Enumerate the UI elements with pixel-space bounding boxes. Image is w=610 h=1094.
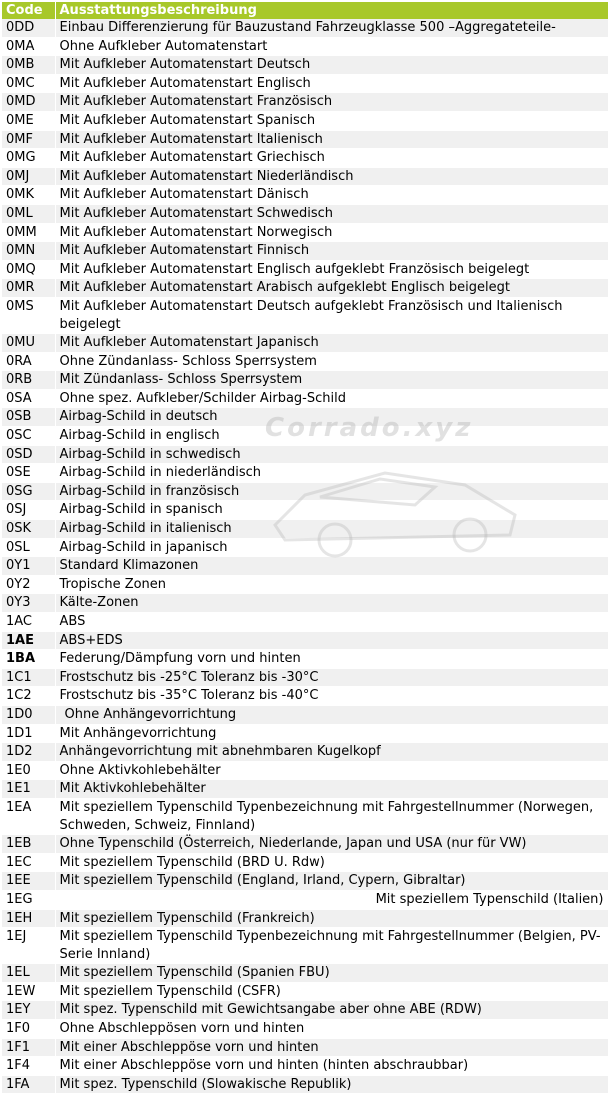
row-code: 0MJ	[2, 167, 55, 186]
row-code: 1F0	[2, 1020, 55, 1039]
row-description: Mit Aufkleber Automatenstart Englisch	[55, 74, 608, 93]
table-row	[2, 1020, 608, 1039]
table-row	[2, 408, 608, 427]
row-code: 0RB	[2, 371, 55, 390]
table-row	[2, 538, 608, 557]
row-description: Mit speziellem Typenschild (Spanien FBU)	[55, 964, 608, 983]
row-description: Mit Aufkleber Automatenstart Englisch aufgeklebt Französisch beigelegt	[55, 260, 608, 279]
row-description: Mit Aufkleber Automatenstart Arabisch aufgeklebt Englisch beigelegt	[55, 279, 608, 298]
row-code: 1AC	[2, 613, 55, 632]
table-row	[2, 111, 608, 130]
row-description: Airbag-Schild in schwedisch	[55, 445, 608, 464]
row-code: 0MN	[2, 242, 55, 261]
row-description: Kälte-Zonen	[55, 594, 608, 613]
table-row	[2, 761, 608, 780]
row-code: 1D2	[2, 743, 55, 762]
row-description: Mit Anhängevorrichtung	[55, 724, 608, 743]
table-row	[2, 149, 608, 168]
row-code: 0SL	[2, 538, 55, 557]
table-row	[2, 242, 608, 261]
row-description: Ohne Typenschild (Österreich, Niederlande, Japan und USA (nur für VW)	[55, 835, 608, 854]
row-description: Frostschutz bis -25°C Toleranz bis -30°C	[55, 668, 608, 687]
table-row	[2, 501, 608, 520]
row-code: 0MC	[2, 74, 55, 93]
row-code: 0MS	[2, 297, 55, 333]
row-description: Mit Aufkleber Automatenstart Schwedisch	[55, 204, 608, 223]
row-code: 0MK	[2, 186, 55, 205]
table-row	[2, 890, 608, 909]
row-description: Ohne Anhängevorrichtung	[55, 705, 608, 724]
row-code: 0Y2	[2, 575, 55, 594]
row-description: Mit Aufkleber Automatenstart Norwegisch	[55, 223, 608, 242]
row-description: Ohne Abschleppösen vorn und hinten	[55, 1020, 608, 1039]
row-code: 1EY	[2, 1001, 55, 1020]
table-row	[2, 334, 608, 353]
row-description: Mit speziellem Typenschild (Italien)	[55, 890, 608, 909]
row-code: 0MU	[2, 334, 55, 353]
row-code: 1EC	[2, 853, 55, 872]
table-row	[2, 982, 608, 1001]
row-code: 0MA	[2, 37, 55, 56]
table-body	[2, 19, 608, 1094]
row-description: Airbag-Schild in englisch	[55, 427, 608, 446]
column-header-description: Ausstattungsbeschreibung	[55, 2, 608, 19]
row-code: 1F1	[2, 1038, 55, 1057]
table-row	[2, 93, 608, 112]
table-row	[2, 780, 608, 799]
row-description: Ohne Aufkleber Automatenstart	[55, 37, 608, 56]
table-row	[2, 650, 608, 669]
table-row	[2, 37, 608, 56]
table-row	[2, 297, 608, 333]
table-row	[2, 74, 608, 93]
row-description: Mit Aufkleber Automatenstart Spanisch	[55, 111, 608, 130]
row-code: 0ME	[2, 111, 55, 130]
row-description: Federung/Dämpfung vorn und hinten	[55, 650, 608, 669]
table-row	[2, 575, 608, 594]
table-row	[2, 389, 608, 408]
row-description: Anhängevorrichtung mit abnehmbaren Kugelkopf	[55, 743, 608, 762]
table-row	[2, 445, 608, 464]
row-code: 0Y1	[2, 557, 55, 576]
row-code: 0Y3	[2, 594, 55, 613]
table-row	[2, 798, 608, 834]
table-row	[2, 687, 608, 706]
row-description: Mit einer Abschleppöse vorn und hinten	[55, 1038, 608, 1057]
row-code: 1EH	[2, 909, 55, 928]
table-row	[2, 705, 608, 724]
table-row	[2, 1075, 608, 1094]
equipment-table-container	[2, 2, 608, 1094]
table-row	[2, 594, 608, 613]
table-row	[2, 482, 608, 501]
row-description: Airbag-Schild in niederländisch	[55, 464, 608, 483]
table-row	[2, 928, 608, 964]
row-code: 1FA	[2, 1075, 55, 1094]
row-code: 1D0	[2, 705, 55, 724]
row-code: 1F4	[2, 1057, 55, 1076]
row-code: 1EE	[2, 872, 55, 891]
row-code: 0MF	[2, 130, 55, 149]
row-code: 0SK	[2, 520, 55, 539]
row-code: 0RA	[2, 352, 55, 371]
row-description: Frostschutz bis -35°C Toleranz bis -40°C	[55, 687, 608, 706]
row-description: Ohne Aktivkohlebehälter	[55, 761, 608, 780]
table-header-row	[2, 2, 608, 19]
row-description: Airbag-Schild in französisch	[55, 482, 608, 501]
row-description: Mit Aufkleber Automatenstart Dänisch	[55, 186, 608, 205]
row-code: 1EB	[2, 835, 55, 854]
table-row	[2, 1001, 608, 1020]
row-code: 0SC	[2, 427, 55, 446]
row-description: ABS	[55, 613, 608, 632]
row-description: Mit speziellem Typenschild (England, Irland, Cypern, Gibraltar)	[55, 872, 608, 891]
row-code: 0SD	[2, 445, 55, 464]
row-code: 0SB	[2, 408, 55, 427]
table-row	[2, 835, 608, 854]
row-code: 0SE	[2, 464, 55, 483]
table-row	[2, 1057, 608, 1076]
row-code: 0MB	[2, 56, 55, 75]
row-description: Standard Klimazonen	[55, 557, 608, 576]
row-description: Airbag-Schild in spanisch	[55, 501, 608, 520]
row-code: 1EL	[2, 964, 55, 983]
row-description: Airbag-Schild in japanisch	[55, 538, 608, 557]
table-row	[2, 964, 608, 983]
row-description: Mit speziellem Typenschild (Frankreich)	[55, 909, 608, 928]
row-description: Mit Aufkleber Automatenstart Italienisch	[55, 130, 608, 149]
row-description: Airbag-Schild in italienisch	[55, 520, 608, 539]
row-description: Mit Aufkleber Automatenstart Deutsch aufgeklebt Französisch und Italienisch beigelegt	[55, 297, 608, 333]
row-code: 1EJ	[2, 928, 55, 964]
table-row	[2, 352, 608, 371]
row-code: 1E0	[2, 761, 55, 780]
row-description: Mit Aufkleber Automatenstart Deutsch	[55, 56, 608, 75]
row-description: Ohne Zündanlass- Schloss Sperrsystem	[55, 352, 608, 371]
row-code: 1C1	[2, 668, 55, 687]
table-row	[2, 631, 608, 650]
equipment-code-table	[2, 2, 609, 1094]
table-row	[2, 130, 608, 149]
table-row	[2, 909, 608, 928]
table-row	[2, 19, 608, 37]
row-description: Mit einer Abschleppöse vorn und hinten (hinten abschraubbar)	[55, 1057, 608, 1076]
row-code: 1EW	[2, 982, 55, 1001]
row-code: 1BA	[2, 650, 55, 669]
table-row	[2, 56, 608, 75]
row-description: Mit spez. Typenschild (Slowakische Republik)	[55, 1075, 608, 1094]
row-description: Mit speziellem Typenschild (BRD U. Rdw)	[55, 853, 608, 872]
table-row	[2, 464, 608, 483]
row-code: 1C2	[2, 687, 55, 706]
row-code: 1E1	[2, 780, 55, 799]
table-row	[2, 279, 608, 298]
table-row	[2, 557, 608, 576]
row-code: 1AE	[2, 631, 55, 650]
row-code: 0MD	[2, 93, 55, 112]
table-row	[2, 427, 608, 446]
table-row	[2, 613, 608, 632]
row-description: Mit Zündanlass- Schloss Sperrsystem	[55, 371, 608, 390]
row-description: Tropische Zonen	[55, 575, 608, 594]
table-row	[2, 520, 608, 539]
row-code: 1D1	[2, 724, 55, 743]
row-description: Airbag-Schild in deutsch	[55, 408, 608, 427]
row-description: Mit Aufkleber Automatenstart Japanisch	[55, 334, 608, 353]
row-code: 0ML	[2, 204, 55, 223]
table-row	[2, 223, 608, 242]
table-row	[2, 204, 608, 223]
row-code: 0MM	[2, 223, 55, 242]
row-description: Mit Aufkleber Automatenstart Griechisch	[55, 149, 608, 168]
watermark-text: Corrado.xyz	[265, 413, 474, 443]
table-row	[2, 1038, 608, 1057]
row-code: 0MQ	[2, 260, 55, 279]
table-row	[2, 167, 608, 186]
row-code: 0SA	[2, 389, 55, 408]
row-description: Mit speziellem Typenschild Typenbezeichnung mit Fahrgestellnummer (Belgien, PV- Serie Innland)	[55, 928, 608, 964]
table-row	[2, 853, 608, 872]
row-description: Mit Aktivkohlebehälter	[55, 780, 608, 799]
row-code: 0SJ	[2, 501, 55, 520]
table-row	[2, 872, 608, 891]
row-code: 0MR	[2, 279, 55, 298]
row-description: Mit speziellem Typenschild (CSFR)	[55, 982, 608, 1001]
table-row	[2, 186, 608, 205]
table-row	[2, 724, 608, 743]
row-description: Mit Aufkleber Automatenstart Finnisch	[55, 242, 608, 261]
row-description: ABS+EDS	[55, 631, 608, 650]
table-row	[2, 668, 608, 687]
column-header-code: Code	[2, 2, 55, 19]
table-row	[2, 743, 608, 762]
row-description: Mit Aufkleber Automatenstart Niederländisch	[55, 167, 608, 186]
row-code: 1EG	[2, 890, 55, 909]
row-description: Ohne spez. Aufkleber/Schilder Airbag-Schild	[55, 389, 608, 408]
row-code: 1EA	[2, 798, 55, 834]
row-description: Mit Aufkleber Automatenstart Französisch	[55, 93, 608, 112]
row-code: 0DD	[2, 19, 55, 37]
row-code: 0SG	[2, 482, 55, 501]
row-description: Mit speziellem Typenschild Typenbezeichnung mit Fahrgestellnummer (Norwegen, Schweden, Schweiz, Finnland)	[55, 798, 608, 834]
row-code: 0MG	[2, 149, 55, 168]
table-row	[2, 260, 608, 279]
table-row	[2, 371, 608, 390]
row-description: Mit spez. Typenschild mit Gewichtsangabe aber ohne ABE (RDW)	[55, 1001, 608, 1020]
row-description: Einbau Differenzierung für Bauzustand Fahrzeugklasse 500 –Aggregateteile-	[55, 19, 608, 37]
